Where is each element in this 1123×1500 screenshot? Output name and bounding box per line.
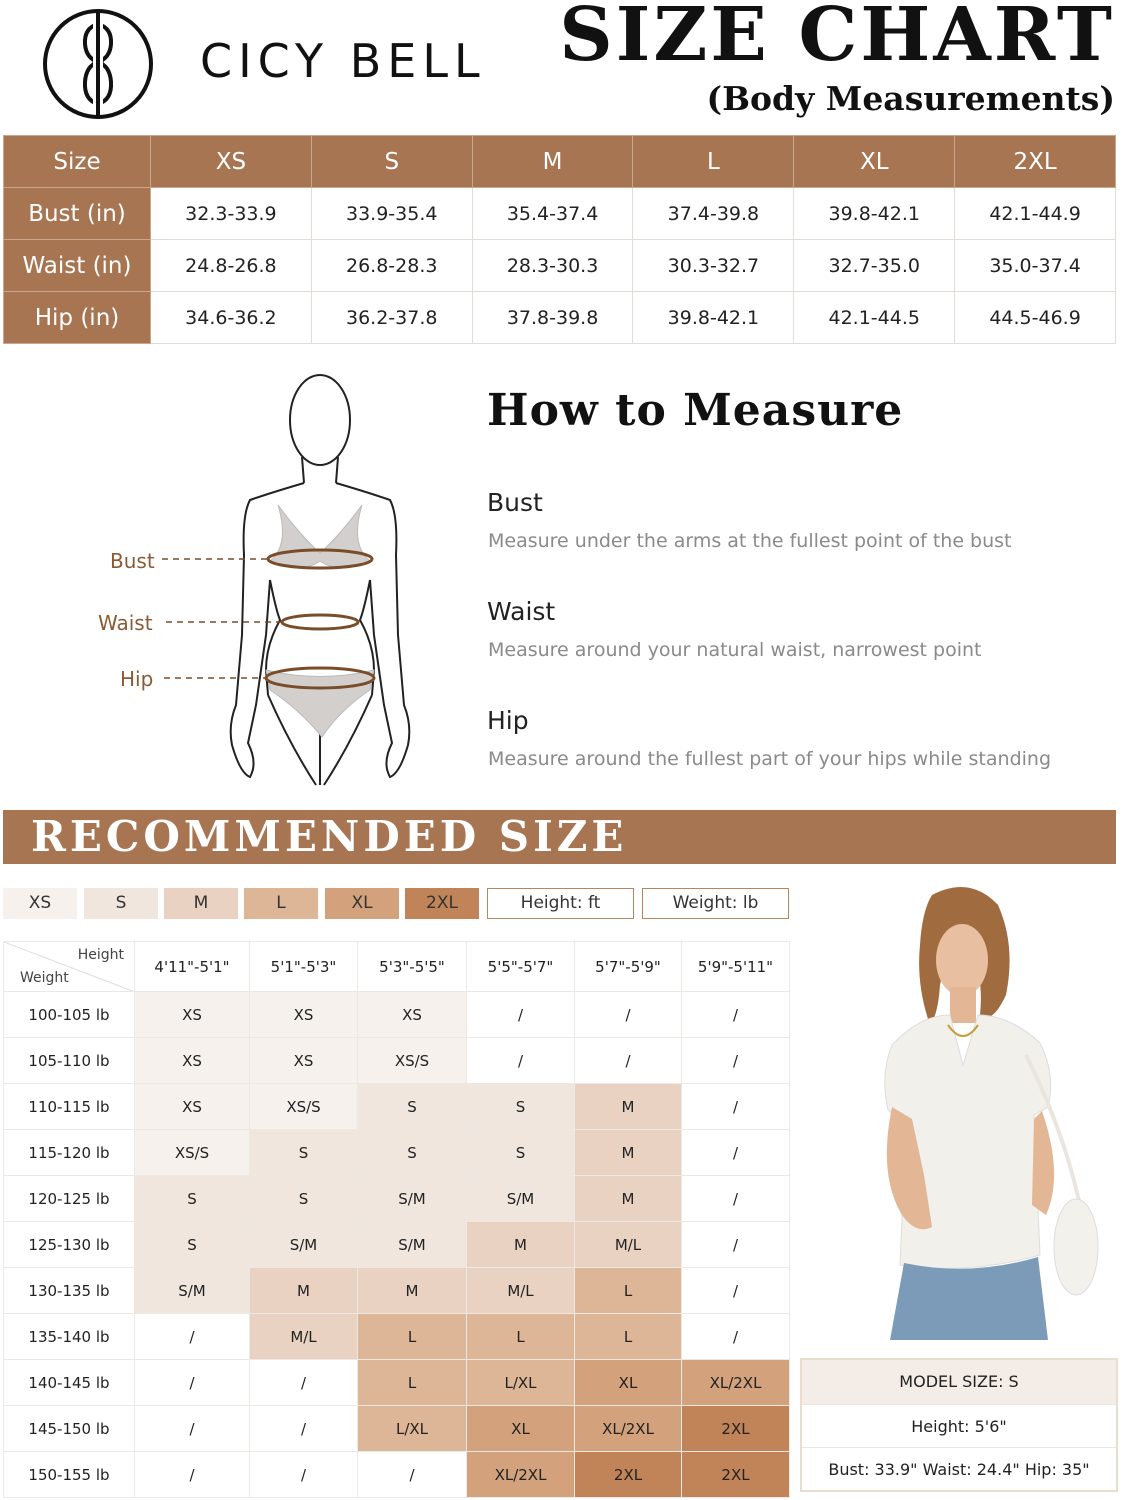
brand-logo: [40, 6, 156, 122]
size-col-m: M: [472, 136, 633, 188]
size-cell: M/L: [467, 1268, 575, 1314]
size-col-2xl: 2XL: [955, 136, 1116, 188]
size-cell: S: [358, 1084, 467, 1130]
size-cell: /: [682, 1084, 790, 1130]
size-cell: L: [575, 1268, 682, 1314]
size-cell: XS: [135, 1084, 250, 1130]
bust-row-label: Bust (in): [4, 188, 151, 240]
size-cell: /: [682, 1314, 790, 1360]
size-cell: /: [682, 1130, 790, 1176]
weight-row-label: 120-125 lb: [4, 1176, 135, 1222]
size-cell: XS: [135, 1038, 250, 1084]
size-col-s: S: [311, 136, 472, 188]
hip-heading: Hip: [487, 706, 529, 735]
size-cell: S/M: [250, 1222, 358, 1268]
corner-height-label: Height: [77, 947, 124, 963]
table-cell: 39.8-42.1: [633, 292, 794, 344]
height-header-row: [4, 942, 790, 992]
table-cell: 34.6-36.2: [151, 292, 312, 344]
corner-header: [4, 942, 135, 992]
height-col-header: 4'11"-5'1": [135, 942, 250, 992]
weight-row-label: 140-145 lb: [4, 1360, 135, 1406]
table-cell: 37.4-39.8: [633, 188, 794, 240]
size-cell: /: [135, 1452, 250, 1498]
table-row: [4, 1176, 790, 1222]
height-col-header: 5'5"-5'7": [467, 942, 575, 992]
size-cell: /: [135, 1406, 250, 1452]
size-cell: /: [250, 1452, 358, 1498]
table-row: [4, 1084, 790, 1130]
size-cell: L/XL: [358, 1406, 467, 1452]
size-cell: M: [467, 1222, 575, 1268]
size-cell: L: [358, 1314, 467, 1360]
table-cell: 39.8-42.1: [794, 188, 955, 240]
weight-row-label: 105-110 lb: [4, 1038, 135, 1084]
size-cell: XS/S: [135, 1130, 250, 1176]
table-row: [4, 1406, 790, 1452]
size-cell: S/M: [358, 1176, 467, 1222]
table-row: [4, 1222, 790, 1268]
hip-row-label: Hip (in): [4, 292, 151, 344]
size-cell: M: [575, 1130, 682, 1176]
legend-2xl: 2XL: [405, 888, 479, 919]
hip-description: Measure around the fullest part of your hips while standing: [488, 748, 1052, 770]
legend-xs: XS: [3, 888, 77, 919]
height-col-header: 5'7"-5'9": [575, 942, 682, 992]
size-cell: /: [575, 1038, 682, 1084]
recommended-size-table: [3, 941, 790, 1498]
model-height: Height: 5'6": [802, 1404, 1116, 1447]
waist-description: Measure around your natural waist, narrowest point: [488, 639, 982, 661]
size-cell: S: [250, 1176, 358, 1222]
size-header: Size: [4, 136, 151, 188]
size-cell: /: [135, 1314, 250, 1360]
size-cell: XS: [250, 1038, 358, 1084]
size-cell: S: [250, 1130, 358, 1176]
legend-xl: XL: [325, 888, 399, 919]
table-cell: 44.5-46.9: [955, 292, 1116, 344]
recommended-size-banner: [3, 810, 1116, 864]
figure-label-bust: Bust: [110, 549, 155, 573]
size-cell: 2XL: [682, 1406, 790, 1452]
size-cell: /: [467, 992, 575, 1038]
table-row: [4, 1360, 790, 1406]
size-cell: /: [250, 1406, 358, 1452]
how-to-measure-title: How to Measure: [487, 385, 904, 436]
table-cell: 42.1-44.5: [794, 292, 955, 344]
height-col-header: 5'9"-5'11": [682, 942, 790, 992]
hip-row: [4, 292, 1116, 344]
bust-heading: Bust: [487, 488, 543, 517]
measurement-header-row: [4, 136, 1116, 188]
table-cell: 42.1-44.9: [955, 188, 1116, 240]
recommended-size-title: RECOMMENDED SIZE: [31, 812, 628, 861]
size-cell: XS: [358, 992, 467, 1038]
size-cell: XL: [467, 1406, 575, 1452]
size-cell: S: [467, 1084, 575, 1130]
model-info-box: [800, 1358, 1118, 1492]
height-col-header: 5'1"-5'3": [250, 942, 358, 992]
brand-name: CICY BELL: [200, 34, 486, 88]
table-row: [4, 1452, 790, 1498]
model-measurements: Bust: 33.9" Waist: 24.4" Hip: 35": [802, 1447, 1116, 1490]
table-cell: 24.8-26.8: [151, 240, 312, 292]
size-cell: /: [467, 1038, 575, 1084]
figure-label-waist: Waist: [98, 611, 153, 635]
table-cell: 36.2-37.8: [311, 292, 472, 344]
table-cell: 35.0-37.4: [955, 240, 1116, 292]
figure-label-hip: Hip: [120, 667, 154, 691]
bust-description: Measure under the arms at the fullest point of the bust: [488, 530, 1012, 552]
table-cell: 33.9-35.4: [311, 188, 472, 240]
table-cell: 35.4-37.4: [472, 188, 633, 240]
size-cell: S/M: [467, 1176, 575, 1222]
size-cell: XL/2XL: [682, 1360, 790, 1406]
size-cell: /: [682, 1222, 790, 1268]
waist-row: [4, 240, 1116, 292]
size-cell: /: [682, 1176, 790, 1222]
size-cell: L: [358, 1360, 467, 1406]
size-cell: S: [135, 1176, 250, 1222]
size-cell: 2XL: [682, 1452, 790, 1498]
size-cell: XL: [575, 1360, 682, 1406]
model-photo: [820, 875, 1110, 1340]
size-cell: S/M: [358, 1222, 467, 1268]
size-col-xl: XL: [794, 136, 955, 188]
size-cell: XL/2XL: [467, 1452, 575, 1498]
weight-row-label: 145-150 lb: [4, 1406, 135, 1452]
weight-row-label: 125-130 lb: [4, 1222, 135, 1268]
table-row: [4, 992, 790, 1038]
size-cell: L: [467, 1314, 575, 1360]
legend-m: M: [164, 888, 238, 919]
size-cell: S: [135, 1222, 250, 1268]
size-cell: XS: [135, 992, 250, 1038]
size-cell: 2XL: [575, 1452, 682, 1498]
measurement-table: [3, 135, 1116, 344]
size-cell: XL/2XL: [575, 1406, 682, 1452]
size-cell: XS: [250, 992, 358, 1038]
size-cell: M/L: [575, 1222, 682, 1268]
size-cell: /: [575, 992, 682, 1038]
page-subtitle: (Body Measurements): [706, 79, 1115, 118]
table-cell: 32.7-35.0: [794, 240, 955, 292]
waist-row-label: Waist (in): [4, 240, 151, 292]
weight-row-label: 150-155 lb: [4, 1452, 135, 1498]
size-cell: S: [358, 1130, 467, 1176]
table-cell: 37.8-39.8: [472, 292, 633, 344]
size-col-l: L: [633, 136, 794, 188]
waist-heading: Waist: [487, 597, 556, 626]
legend-s: S: [84, 888, 158, 919]
table-cell: 32.3-33.9: [151, 188, 312, 240]
size-cell: XS/S: [250, 1084, 358, 1130]
weight-row-label: 100-105 lb: [4, 992, 135, 1038]
size-col-xs: XS: [151, 136, 312, 188]
height-unit-label: Height: ft: [487, 888, 634, 919]
height-col-header: 5'3"-5'5": [358, 942, 467, 992]
legend-l: L: [244, 888, 318, 919]
table-row: [4, 1130, 790, 1176]
table-cell: 30.3-32.7: [633, 240, 794, 292]
weight-row-label: 115-120 lb: [4, 1130, 135, 1176]
recommended-size-rows: [4, 992, 790, 1498]
size-cell: /: [250, 1360, 358, 1406]
weight-row-label: 135-140 lb: [4, 1314, 135, 1360]
weight-row-label: 130-135 lb: [4, 1268, 135, 1314]
size-cell: /: [135, 1360, 250, 1406]
size-cell: /: [682, 1038, 790, 1084]
table-row: [4, 1268, 790, 1314]
size-cell: M/L: [250, 1314, 358, 1360]
table-row: [4, 1314, 790, 1360]
size-cell: M: [575, 1084, 682, 1130]
bust-row: [4, 188, 1116, 240]
weight-unit-label: Weight: lb: [642, 888, 789, 919]
table-cell: 26.8-28.3: [311, 240, 472, 292]
size-cell: M: [358, 1268, 467, 1314]
weight-row-label: 110-115 lb: [4, 1084, 135, 1130]
size-cell: L/XL: [467, 1360, 575, 1406]
size-cell: /: [682, 1268, 790, 1314]
table-cell: 28.3-30.3: [472, 240, 633, 292]
body-figure-illustration: [90, 365, 450, 795]
page-title: SIZE CHART: [559, 0, 1115, 78]
corner-weight-label: Weight: [20, 970, 69, 986]
model-size: MODEL SIZE: S: [802, 1360, 1116, 1404]
size-cell: M: [250, 1268, 358, 1314]
size-cell: /: [682, 992, 790, 1038]
table-row: [4, 1038, 790, 1084]
size-cell: XS/S: [358, 1038, 467, 1084]
size-cell: M: [575, 1176, 682, 1222]
size-cell: /: [358, 1452, 467, 1498]
size-cell: L: [575, 1314, 682, 1360]
size-cell: S/M: [135, 1268, 250, 1314]
size-cell: S: [467, 1130, 575, 1176]
